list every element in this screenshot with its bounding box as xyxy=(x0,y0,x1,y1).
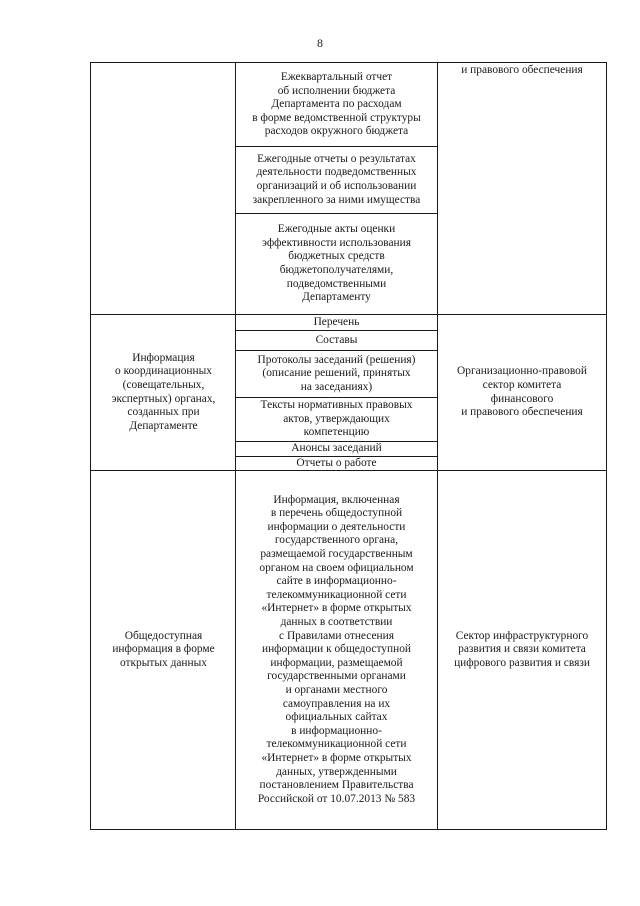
cell-list: Перечень xyxy=(313,315,360,328)
cell-open-data-description: Информация, включенная в перечень общедоступной информации о деятельности государственного органа, размещаемой государственным органом на своем официальном сайте в информационно- телекоммуникационной сети «Интернет» в форме открытых данных в соответствии с Правилами отнесения информации к общедоступной информации, размещаемой государственными органами и органами местного самоуправления на их официальных сайтах в информационно- телекоммуникационной сети «Интернет» в форме открытых данных, утвержденными постановлением Правительства Российской от 10.07.2013 № 583 xyxy=(257,493,416,805)
cell-annual-reports: Ежегодные отчеты о результатах деятельности подведомственных организаций и об использовании закрепленного за ними имущества xyxy=(252,152,421,206)
cell-org-legal-sector: Организационно-правовой сектор комитета финансового и правового обеспечения xyxy=(457,365,587,419)
cell-legal-acts: Тексты нормативных правовых актов, утверждающих компетенцию xyxy=(260,399,413,439)
cell-announcements: Анонсы заседаний xyxy=(291,442,382,455)
cell-open-data: Общедоступная информация в форме открытых данных xyxy=(112,629,215,669)
cell-annual-acts: Ежегодные акты оценки эффективности использования бюджетных средств бюджетополучателями, подведомственными Департаменту xyxy=(262,223,411,304)
page-number: 8 xyxy=(317,36,323,50)
cell-work-reports: Отчеты о работе xyxy=(296,456,377,469)
cell-minutes: Протоколы заседаний (решения) (описание решений, принятых на заседаниях) xyxy=(257,353,416,393)
cell-compositions: Составы xyxy=(315,333,358,346)
cell-coordination-bodies: Информация о координационных (совещательных, экспертных) органах, созданных при Департаменте xyxy=(111,351,216,432)
cell-quarterly-report: Ежеквартальный отчет об исполнении бюджета Департамента по расходам в форме ведомственной структуры расходов окружного бюджета xyxy=(252,71,421,138)
cell-infrastructure-sector: Сектор инфраструктурного развития и связи комитета цифрового развития и связи xyxy=(454,629,590,669)
cell-responsible-continued: и правового обеспечения xyxy=(461,64,583,76)
